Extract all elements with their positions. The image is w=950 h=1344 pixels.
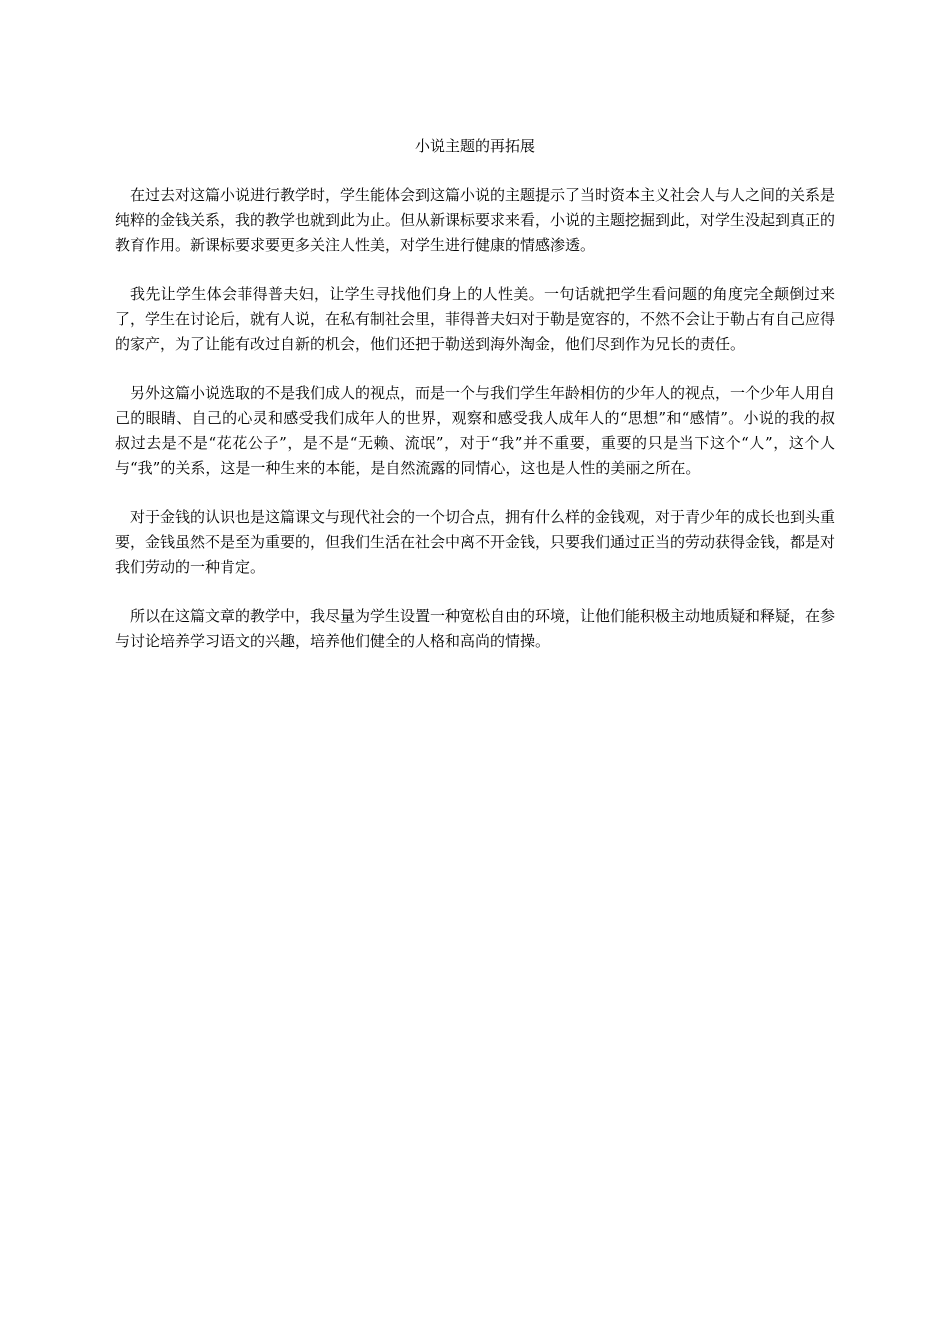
paragraph-4: 对于金钱的认识也是这篇课文与现代社会的一个切合点，拥有什么样的金钱观，对于青少年的成长也到头重要，金钱虽然不是至为重要的，但我们生活在社会中离不开金钱，只要我们通过正当的劳动获得金钱，都是对我们劳动的一种肯定。 <box>115 508 836 576</box>
paragraph-5: 所以在这篇文章的教学中，我尽量为学生设置一种宽松自由的环境，让他们能积极主动地质疑和释疑，在参与讨论培养学习语文的兴趣，培养他们健全的人格和高尚的情操。 <box>115 607 836 650</box>
paragraph-2: 我先让学生体会菲得普夫妇，让学生寻找他们身上的人性美。一句话就把学生看问题的角度完全颠倒过来了，学生在讨论后，就有人说，在私有制社会里，菲得普夫妇对于勒是宽容的，不然不会让于勒占有自己应得的家产，为了让能有改过自新的机会，他们还把于勒送到海外淘金，他们尽到作为兄长的责任。 <box>115 285 836 353</box>
paragraph-1: 在过去对这篇小说进行教学时，学生能体会到这篇小说的主题提示了当时资本主义社会人与人之间的关系是纯粹的金钱关系，我的教学也就到此为止。但从新课标要求来看，小说的主题挖掘到此，对学生没起到真正的教育作用。新课标要求要更多关注人性美，对学生进行健康的情感渗透。 <box>115 186 836 254</box>
document-title: 小说主题的再拓展 <box>414 137 535 155</box>
paragraph-3: 另外这篇小说选取的不是我们成人的视点，而是一个与我们学生年龄相仿的少年人的视点，一个少年人用自己的眼睛、自己的心灵和感受我们成年人的世界，观察和感受我人成年人的“思想”和“感情”。小说的我的叔叔过去是不是“花花公子”，是不是“无赖、流氓”，对于“我”并不重要，重要的只是当下这个“人”，这个人与“我”的关系，这是一种生来的本能，是自然流露的同情心，这也是人性的美丽之所在。 <box>115 384 836 477</box>
document-page <box>115 135 835 678</box>
